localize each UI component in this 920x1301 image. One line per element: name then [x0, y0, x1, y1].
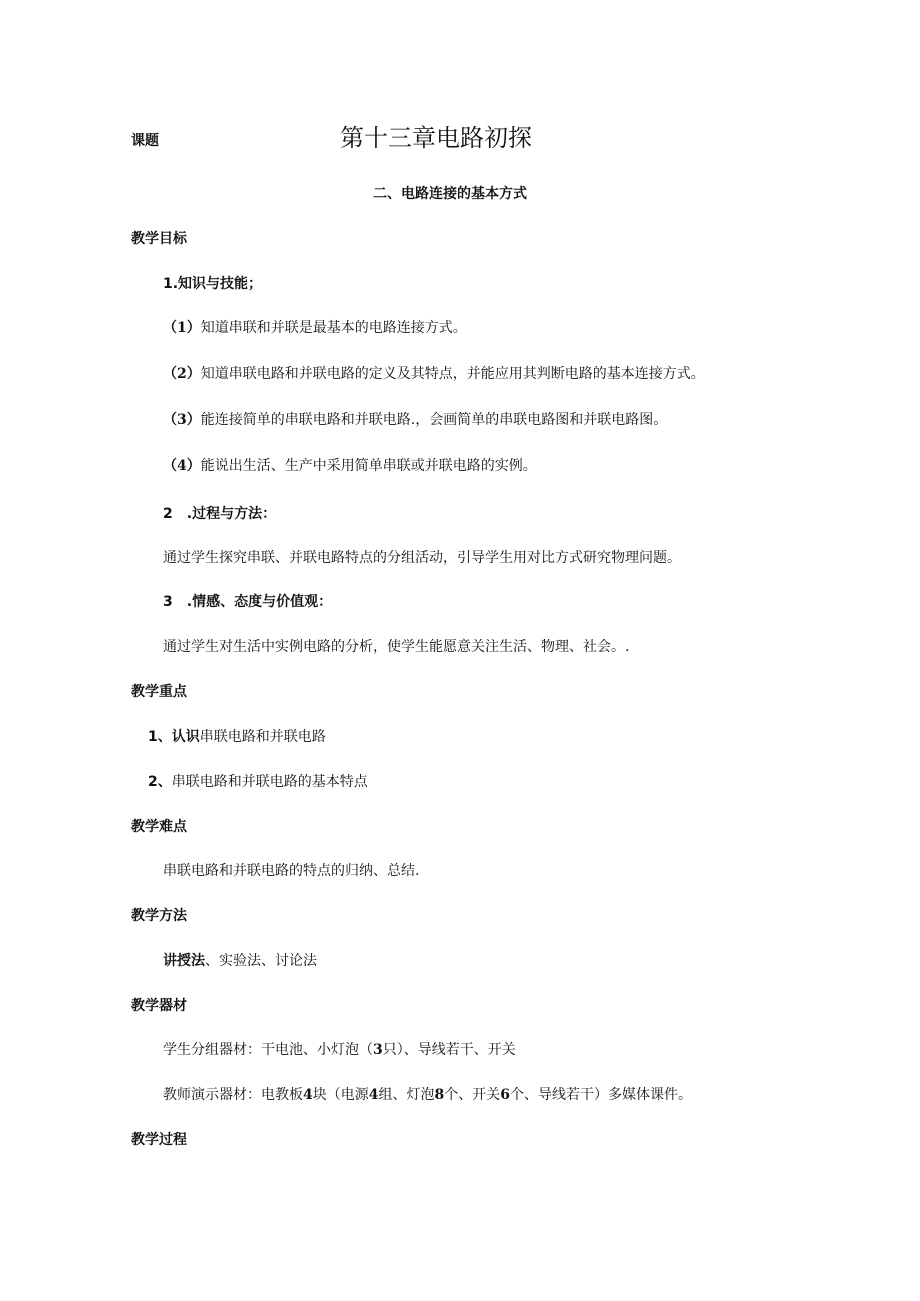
key-point-number: 1、	[148, 729, 172, 745]
key-point-lead: 认识	[171, 729, 200, 745]
teacher-equipment-part: 教师演示器材：电教板	[163, 1087, 303, 1103]
method-heading: 教学方法	[131, 908, 187, 924]
item-number: （2）	[163, 366, 201, 382]
topic-label: 课题	[131, 133, 159, 149]
key-point-2	[148, 774, 368, 791]
knowledge-item-2	[163, 366, 705, 383]
key-point-number: 2、	[148, 774, 172, 790]
student-equipment-rest: 只）、导线若干、开关	[382, 1042, 516, 1058]
item-number: （1）	[163, 320, 201, 336]
bulb-count: 3	[373, 1042, 383, 1058]
item-number: （4）	[163, 458, 201, 474]
key-point-1	[148, 729, 326, 746]
knowledge-item-1	[163, 320, 467, 337]
process-title: .过程与方法：	[186, 506, 277, 522]
difficulty-text: 串联电路和并联电路的特点的归纳、总结.	[163, 863, 420, 879]
process-method-label	[163, 506, 276, 523]
student-equipment-label: 学生分组器材：干电池、小灯泡（	[163, 1042, 373, 1058]
process-heading: 教学过程	[131, 1132, 187, 1148]
teacher-equipment	[163, 1087, 692, 1104]
item-text: 能说出生活、生产中采用简单串联或并联电路的实例。	[200, 458, 537, 474]
key-point-text: 串联电路和并联电路	[199, 729, 326, 745]
knowledge-label: 1.知识与技能；	[163, 276, 263, 292]
emotion-title: .情感、态度与价值观：	[186, 594, 333, 610]
emotion-text: 通过学生对生活中实例电路的分析，使学生能愿意关注生活、物理、社会。.	[163, 639, 630, 655]
teacher-equipment-part: 块（电源	[312, 1087, 369, 1103]
difficulty-heading: 教学难点	[131, 819, 187, 835]
knowledge-item-4	[163, 458, 537, 475]
student-equipment	[163, 1042, 516, 1059]
power-count: 4	[368, 1087, 379, 1103]
emotion-label	[163, 594, 332, 611]
teacher-equipment-part: 个、导线若干）多媒体课件。	[510, 1087, 692, 1103]
chapter-title: 第十三章电路初探	[340, 124, 532, 152]
process-number: 2	[163, 506, 173, 522]
item-text: 能连接简单的串联电路和并联电路.，会画简单的串联电路图和并联电路图。	[200, 412, 668, 428]
key-points-heading: 教学重点	[131, 684, 187, 700]
item-text: 知道串联电路和并联电路的定义及其特点，并能应用其判断电路的基本连接方式。	[200, 366, 705, 382]
teacher-equipment-part: 个、开关	[444, 1087, 501, 1103]
emotion-number: 3	[163, 594, 173, 610]
switch-count: 6	[500, 1087, 510, 1103]
item-text: 知道串联和并联是最基本的电路连接方式。	[200, 320, 467, 336]
objectives-heading: 教学目标	[131, 231, 187, 247]
board-count: 4	[303, 1087, 313, 1103]
teacher-equipment-part: 组、灯泡	[378, 1087, 435, 1103]
knowledge-item-3	[163, 412, 667, 429]
bulb-count: 8	[434, 1087, 445, 1103]
process-method-text: 通过学生探究串联、并联电路特点的分组活动，引导学生用对比方式研究物理问题。	[163, 550, 681, 566]
method-text	[163, 953, 317, 970]
item-number: （3）	[163, 412, 201, 428]
lesson-subtitle: 二、电路连接的基本方式	[373, 186, 527, 202]
method-lead: 讲授法	[163, 953, 205, 969]
equipment-heading: 教学器材	[131, 998, 187, 1014]
key-point-text: 串联电路和并联电路的基本特点	[171, 774, 368, 790]
method-rest: 、实验法、讨论法	[205, 953, 317, 969]
